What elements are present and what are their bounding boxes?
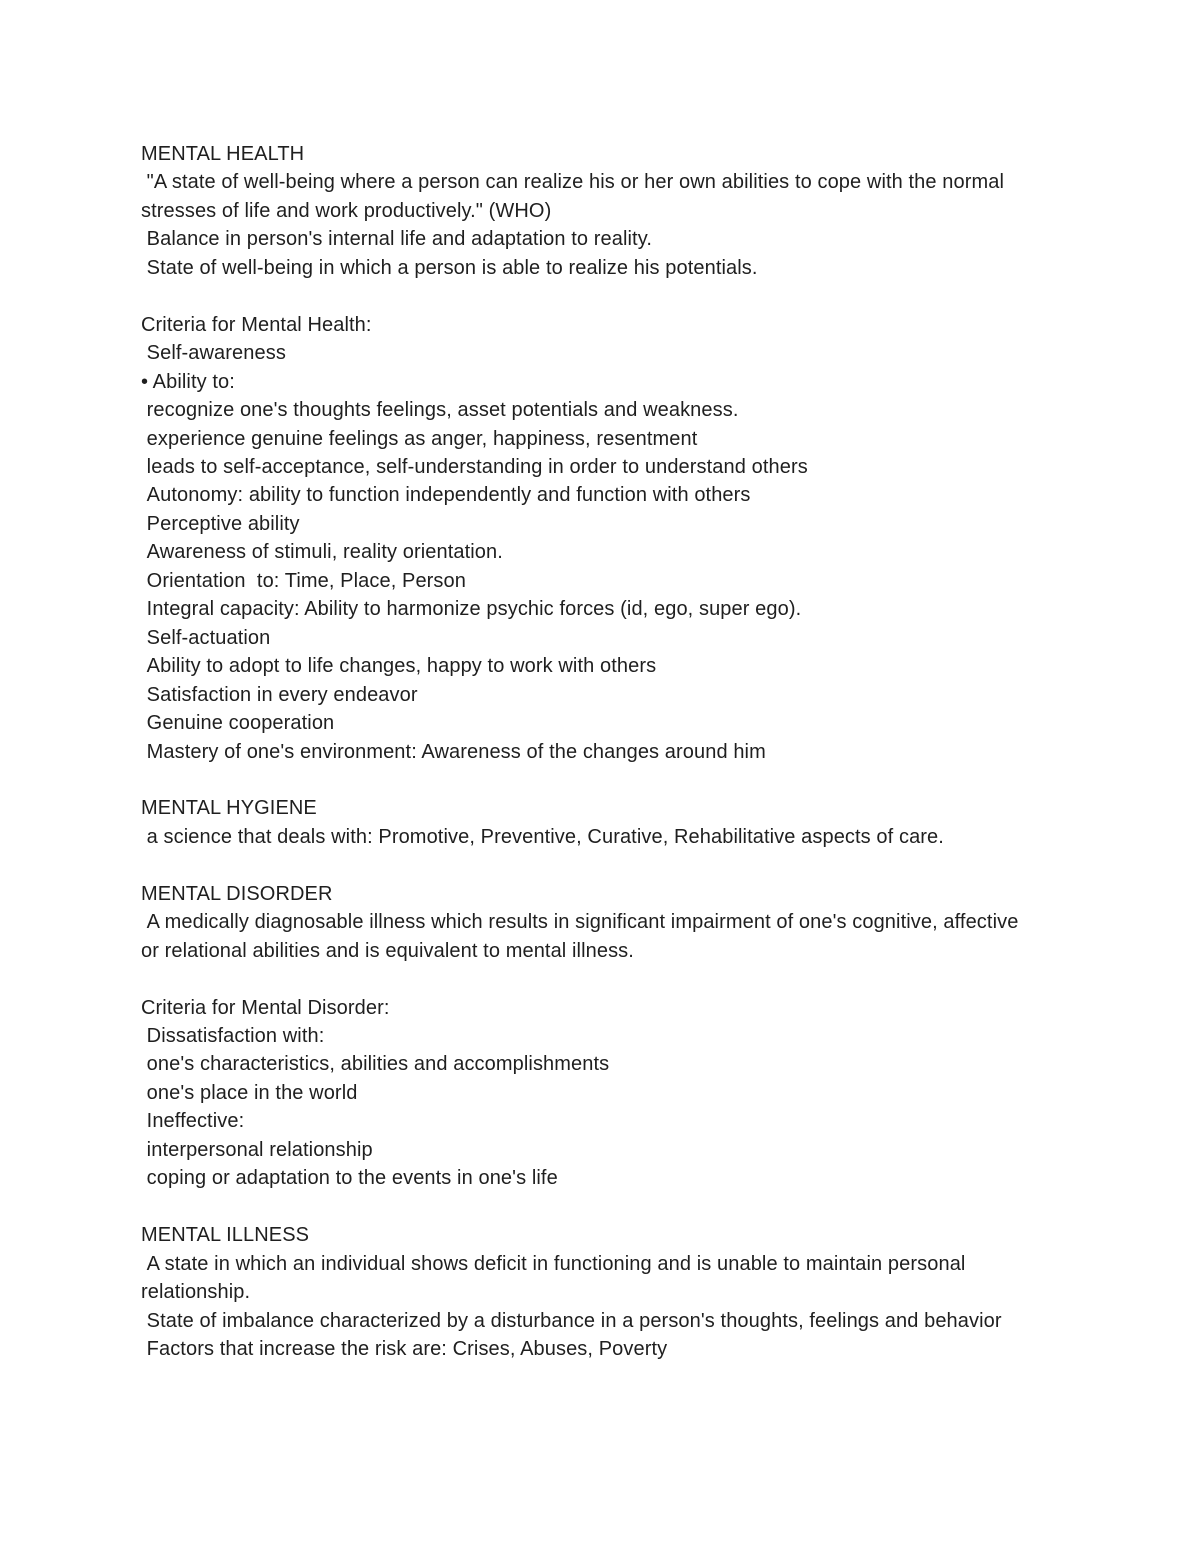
list-item: one's place in the world [141,1081,358,1104]
list-item: recognize one's thoughts feelings, asset potentials and weakness. [141,399,739,422]
paragraph-line: State of well-being in which a person is able to realize his potentials. [141,256,758,279]
list-item: Ineffective: [141,1110,245,1133]
list-item: Awareness of stimuli, reality orientation. [141,541,503,564]
section-mental-health [141,140,1041,282]
section-mental-illness [141,1221,1041,1363]
blank-line [141,851,1041,879]
section-criteria-mental-disorder [141,994,1041,1193]
paragraph-line: "A state of well-being where a person can realize his or her own abilities to cope with the normal stresses of life and work productively." (WHO) [141,171,1010,222]
list-item: interpersonal relationship [141,1138,373,1161]
section-heading: MENTAL HEALTH [141,143,305,165]
section-heading: MENTAL HYGIENE [141,797,317,820]
list-item: experience genuine feelings as anger, happiness, resentment [141,427,698,450]
list-item: Integral capacity: Ability to harmonize psychic forces (id, ego, super ego). [141,598,802,621]
list-item: one's characteristics, abilities and accomplishments [141,1053,610,1076]
section-heading: Criteria for Mental Disorder: [141,996,390,1019]
list-item: Ability to adopt to life changes, happy to work with others [141,655,657,678]
section-heading: Criteria for Mental Health: [141,313,372,336]
blank-line [141,1193,1041,1221]
list-item: coping or adaptation to the events in one's life [141,1167,558,1190]
list-item: Genuine cooperation [141,712,335,735]
list-item: Mastery of one's environment: Awareness of the changes around him [141,740,766,763]
list-item: • Ability to: [141,370,235,393]
blank-line [141,965,1041,993]
section-heading: MENTAL ILLNESS [141,1224,310,1247]
paragraph-line: A state in which an individual shows deficit in functioning and is unable to maintain personal relationship. [141,1252,972,1304]
paragraph-line: Balance in person's internal life and adaptation to reality. [141,228,652,251]
paragraph-line: Factors that increase the risk are: Crises, Abuses, Poverty [141,1337,668,1360]
blank-line [141,282,1041,310]
section-criteria-mental-health [141,311,1041,766]
list-item: Autonomy: ability to function independently and function with others [141,484,751,507]
list-item: Self-awareness [141,342,286,365]
list-item: Orientation to: Time, Place, Person [141,569,466,592]
list-item: Satisfaction in every endeavor [141,683,418,706]
paragraph-line: a science that deals with: Promotive, Preventive, Curative, Rehabilitative aspects of care. [141,825,944,848]
list-item: Self-actuation [141,626,271,649]
document-body [141,140,1041,1363]
section-mental-hygiene [141,794,1041,851]
paragraph-line: A medically diagnosable illness which results in significant impairment of one's cognitive, affective or relational abilities and is equivalent to mental illness. [141,911,1025,962]
list-item: leads to self-acceptance, self-understanding in order to understand others [141,455,808,478]
list-item: Perceptive ability [141,512,300,535]
list-item: Dissatisfaction with: [141,1024,325,1047]
blank-line [141,766,1041,794]
paragraph-line: State of imbalance characterized by a disturbance in a person's thoughts, feelings and behavior [141,1309,1002,1332]
section-mental-disorder [141,880,1041,965]
section-heading: MENTAL DISORDER [141,882,333,905]
